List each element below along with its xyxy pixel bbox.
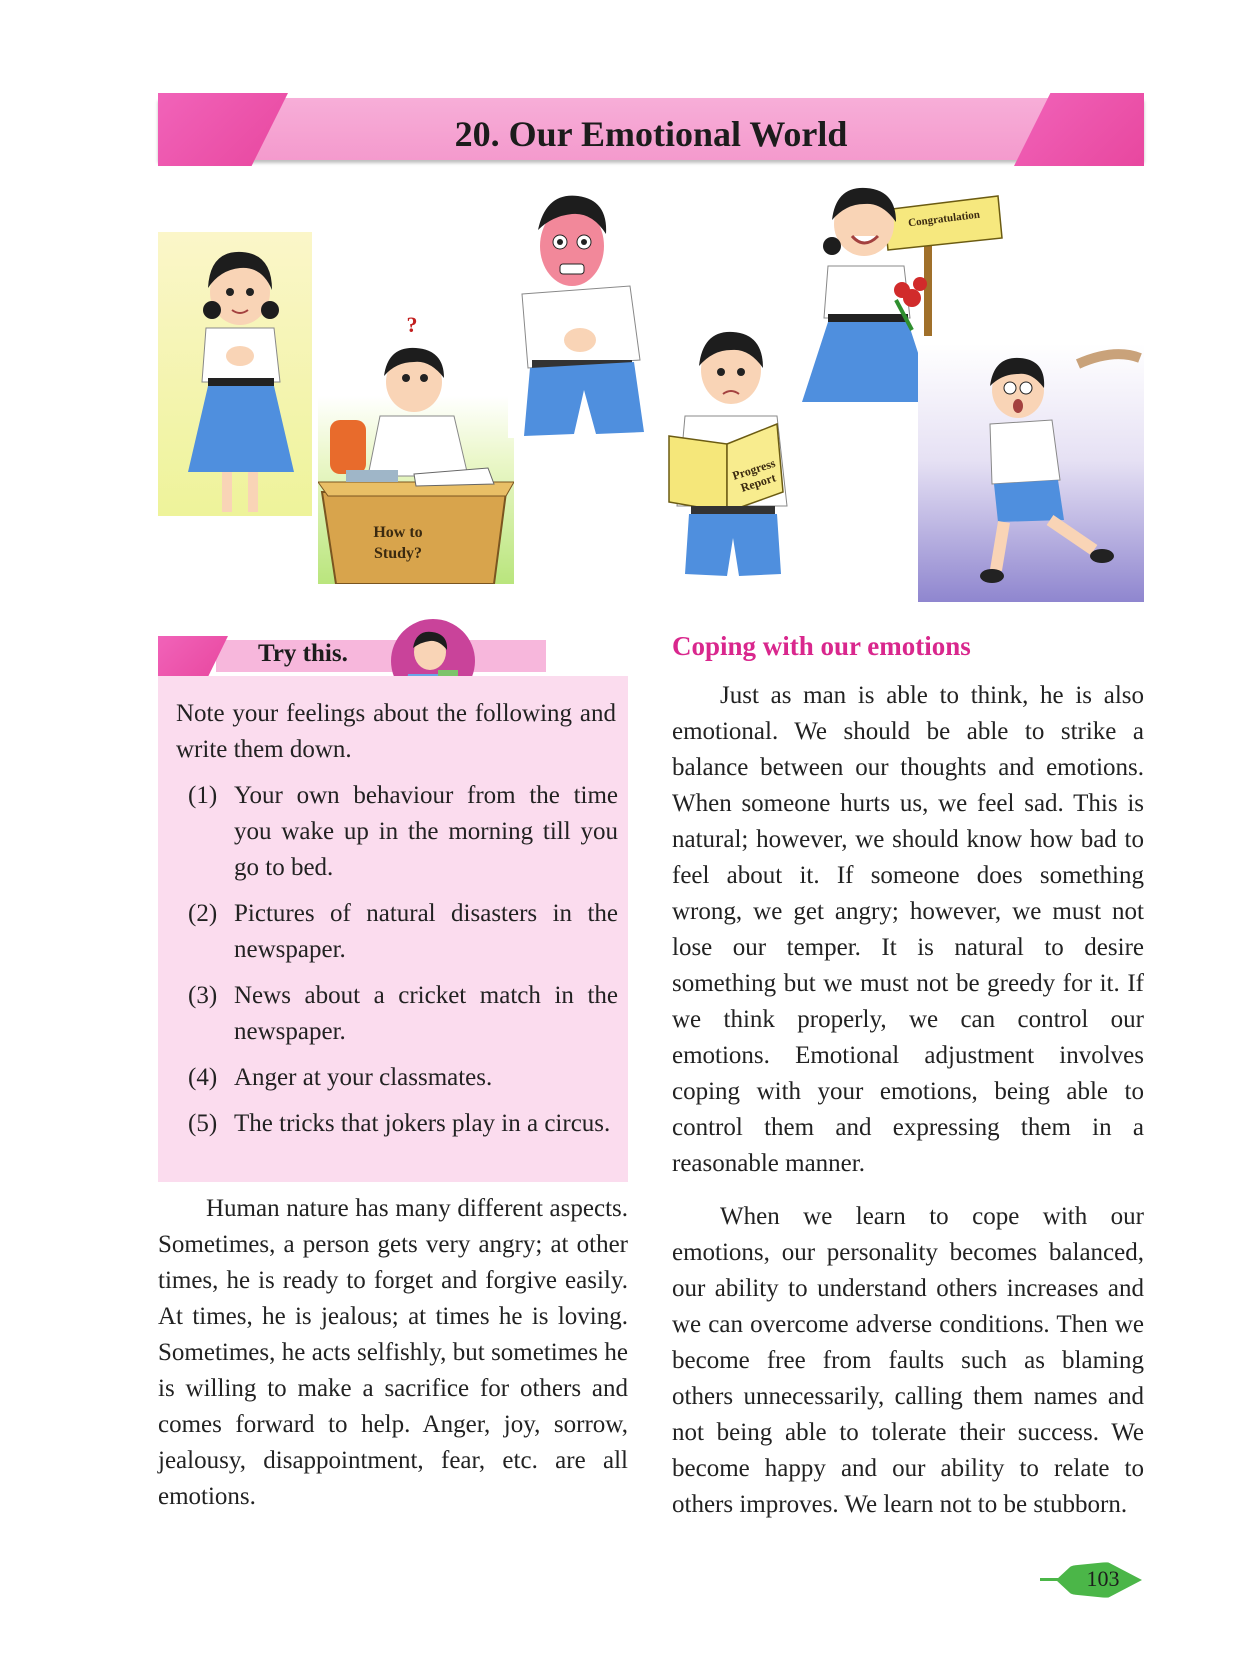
list-item <box>188 896 618 968</box>
coping-paragraph-2: When we learn to cope with our emotions, our personality becomes balanced, our ability to understand others increases and we can overcome adverse conditions. Then we become free from faults such as blaming others unnecessarily, calling them names and not being able to tolerate their success. We become happy and our ability to relate to others improves. We learn not to be stubborn. <box>672 1203 1144 1518</box>
shy-girl-illustration <box>158 232 312 516</box>
try-this-intro: Note your feelings about the following and write them down. <box>176 700 616 763</box>
title-banner <box>158 93 1144 166</box>
list-item-number: (3) <box>188 982 218 1009</box>
congrats-sign-text: Congratulation <box>907 208 981 230</box>
progress-report-text: Progress Report <box>730 455 778 495</box>
list-item-text: Anger at your classmates. <box>234 1064 493 1091</box>
page-number: 103 <box>1086 1566 1120 1591</box>
scared-boy-illustration <box>918 344 1144 602</box>
angry-boy-illustration <box>508 190 654 438</box>
list-item <box>188 978 618 1050</box>
thinking-boy-illustration <box>318 316 514 584</box>
page-number-badge <box>1040 1560 1144 1600</box>
list-item <box>188 1060 618 1096</box>
list-item-number: (2) <box>188 900 218 927</box>
human-nature-paragraph: Human nature has many different aspects. Sometimes, a person gets very angry; at other times, he is ready to forget and forgive easily. At times, he is jealous; at times he is loving. Sometimes, he acts selfishly, but sometimes he is willing to make a sacrifice for others and comes forward to help. Anger, joy, sorrow, jealousy, disappointment, fear, etc. are all emotions. <box>158 1195 628 1510</box>
list-item-text: The tricks that jokers play in a circus. <box>234 1110 611 1137</box>
list-item-text: News about a cricket match in the newspaper. <box>234 982 618 1045</box>
list-item <box>188 1106 618 1142</box>
shy-girl-icon <box>158 232 312 516</box>
scared-boy-icon <box>918 344 1144 602</box>
list-item-text: Your own behaviour from the time you wake up in the morning till you go to bed. <box>234 782 618 881</box>
list-item <box>188 778 618 886</box>
list-item-number: (5) <box>188 1110 218 1137</box>
try-this-list <box>188 778 618 1142</box>
try-this-title: Try this. <box>258 640 348 667</box>
question-mark: ? <box>406 316 418 337</box>
try-this-box <box>158 676 628 1182</box>
list-item-text: Pictures of natural disasters in the newspaper. <box>234 900 618 963</box>
list-item-number: (1) <box>188 782 218 809</box>
page-title: 20. Our Emotional World <box>454 114 848 154</box>
coping-paragraph-1: Just as man is able to think, he is also emotional. We should be able to strike a balance between our thoughts and emotions. When someone hurts us, we feel sad. This is natural; however, we should know how bad to feel about it. If someone does something wrong, we get angry; however, we must not lose our temper. It is natural to desire something but we must not be greedy for it. If we think properly, we can control our emotions. Emotional adjustment involves coping with your emotions, being able to control them and expressing them in a reasonable manner. <box>672 682 1144 1177</box>
list-item-number: (4) <box>188 1064 218 1091</box>
coping-heading: Coping with our emotions <box>672 631 971 661</box>
angry-boy-icon <box>508 190 654 438</box>
study-sign-text: How to Study? <box>373 524 423 562</box>
